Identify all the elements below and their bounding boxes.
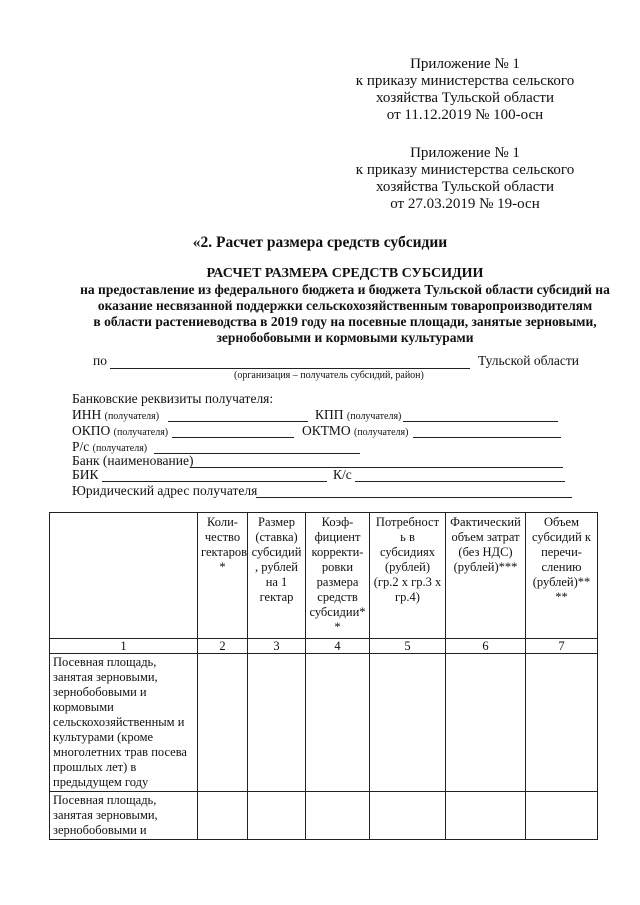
document-title-line: оказание несвязанной поддержки сельскохозяйственным товаропроизводителям bbox=[97, 298, 593, 313]
table-cell[interactable] bbox=[526, 654, 598, 792]
appendix-line: к приказу министерства сельского bbox=[355, 73, 575, 89]
section-title: «2. Расчет размера средств субсидии bbox=[192, 234, 448, 251]
appendix-line: хозяйства Тульской области bbox=[376, 90, 554, 106]
column-number: 6 bbox=[446, 639, 526, 654]
table-number-row bbox=[50, 639, 598, 654]
region-suffix: Тульской области bbox=[478, 353, 579, 368]
rs-label: Р/с (получателя) bbox=[72, 439, 148, 454]
column-number: 2 bbox=[198, 639, 248, 654]
oktmo-label: ОКТМО (получателя) bbox=[302, 423, 409, 438]
table-cell[interactable] bbox=[198, 654, 248, 792]
bank-label: Банк (наименование) bbox=[72, 453, 194, 468]
table-cell[interactable] bbox=[306, 654, 370, 792]
table-header: Коэф-фициент корректи-ровки размера средств субсидии* * bbox=[306, 513, 370, 639]
table-header: Размер (ставка) субсидий , рублей на 1 гектар bbox=[248, 513, 306, 639]
appendix-line: от 11.12.2019 № 100-осн bbox=[386, 107, 544, 123]
table-header: Коли-чество гектаров * bbox=[198, 513, 248, 639]
document-title-line: в области растениеводства в 2019 году на посевные площади, занятые зерновыми, bbox=[93, 314, 597, 329]
table-header bbox=[50, 513, 198, 639]
appendix-line: хозяйства Тульской области bbox=[376, 179, 554, 195]
document-title-line: зернобобовыми и кормовыми культурами bbox=[216, 330, 474, 345]
appendix-line: от 27.03.2019 № 19-осн bbox=[390, 196, 540, 212]
column-number: 1 bbox=[50, 639, 198, 654]
table-cell[interactable] bbox=[370, 654, 446, 792]
table-cell[interactable] bbox=[526, 792, 598, 840]
column-number: 5 bbox=[370, 639, 446, 654]
row-label: Посевная площадь, занятая зерновыми, зернобобовыми и bbox=[50, 792, 198, 840]
appendix-block-1 bbox=[330, 56, 600, 124]
appendix-title: Приложение № 1 bbox=[410, 145, 520, 161]
table-row bbox=[50, 792, 598, 840]
table-header: Фактический объем затрат (без НДС) (рублей)*** bbox=[446, 513, 526, 639]
okpo-label: ОКПО (получателя) bbox=[72, 423, 169, 438]
table-header-row bbox=[50, 513, 598, 639]
okpo-field[interactable] bbox=[172, 437, 294, 438]
po-label: по bbox=[93, 353, 107, 368]
appendix-block-2 bbox=[330, 145, 600, 213]
table-row bbox=[50, 654, 598, 792]
document-title-line: на предоставление из федерального бюджета и бюджета Тульской области субсидий на bbox=[80, 282, 610, 297]
bik-label: БИК bbox=[72, 467, 99, 482]
oktmo-field[interactable] bbox=[413, 437, 561, 438]
column-number: 3 bbox=[248, 639, 306, 654]
address-label: Юридический адрес получателя bbox=[72, 483, 258, 498]
column-number: 4 bbox=[306, 639, 370, 654]
inn-label: ИНН (получателя) bbox=[72, 407, 160, 422]
table-header: Объем субсидий к перечи-слению (рублей)** ** bbox=[526, 513, 598, 639]
inn-field[interactable] bbox=[168, 421, 308, 422]
organization-field[interactable] bbox=[110, 368, 470, 369]
appendix-title: Приложение № 1 bbox=[410, 56, 520, 72]
table-cell[interactable] bbox=[446, 792, 526, 840]
bik-field[interactable] bbox=[102, 481, 327, 482]
bank-field[interactable] bbox=[190, 467, 563, 468]
table-cell[interactable] bbox=[370, 792, 446, 840]
kpp-field[interactable] bbox=[403, 421, 558, 422]
document-heading: РАСЧЕТ РАЗМЕРА СРЕДСТВ СУБСИДИИ bbox=[206, 266, 484, 281]
appendix-line: к приказу министерства сельского bbox=[355, 162, 575, 178]
ks-field[interactable] bbox=[355, 481, 565, 482]
column-number: 7 bbox=[526, 639, 598, 654]
table-cell[interactable] bbox=[248, 654, 306, 792]
requisites-heading: Банковские реквизиты получателя: bbox=[72, 391, 274, 406]
row-label: Посевная площадь, занятая зерновыми, зернобобовыми и кормовыми сельскохозяйственным и культурами (кроме многолетних трав посева прошлых лет) в предыдущем году bbox=[50, 654, 198, 792]
ks-label: К/с bbox=[333, 467, 352, 482]
address-field[interactable] bbox=[256, 497, 572, 498]
table-header: Потребност ь в субсидиях (рублей) (гр.2 х гр.3 х гр.4) bbox=[370, 513, 446, 639]
table-cell[interactable] bbox=[198, 792, 248, 840]
organization-caption: (организация – получатель субсидий, район) bbox=[234, 370, 424, 381]
kpp-label: КПП (получателя) bbox=[315, 407, 402, 422]
document-title bbox=[60, 266, 630, 346]
table-cell[interactable] bbox=[248, 792, 306, 840]
subsidy-table bbox=[49, 512, 598, 840]
table-cell[interactable] bbox=[446, 654, 526, 792]
table-cell[interactable] bbox=[306, 792, 370, 840]
